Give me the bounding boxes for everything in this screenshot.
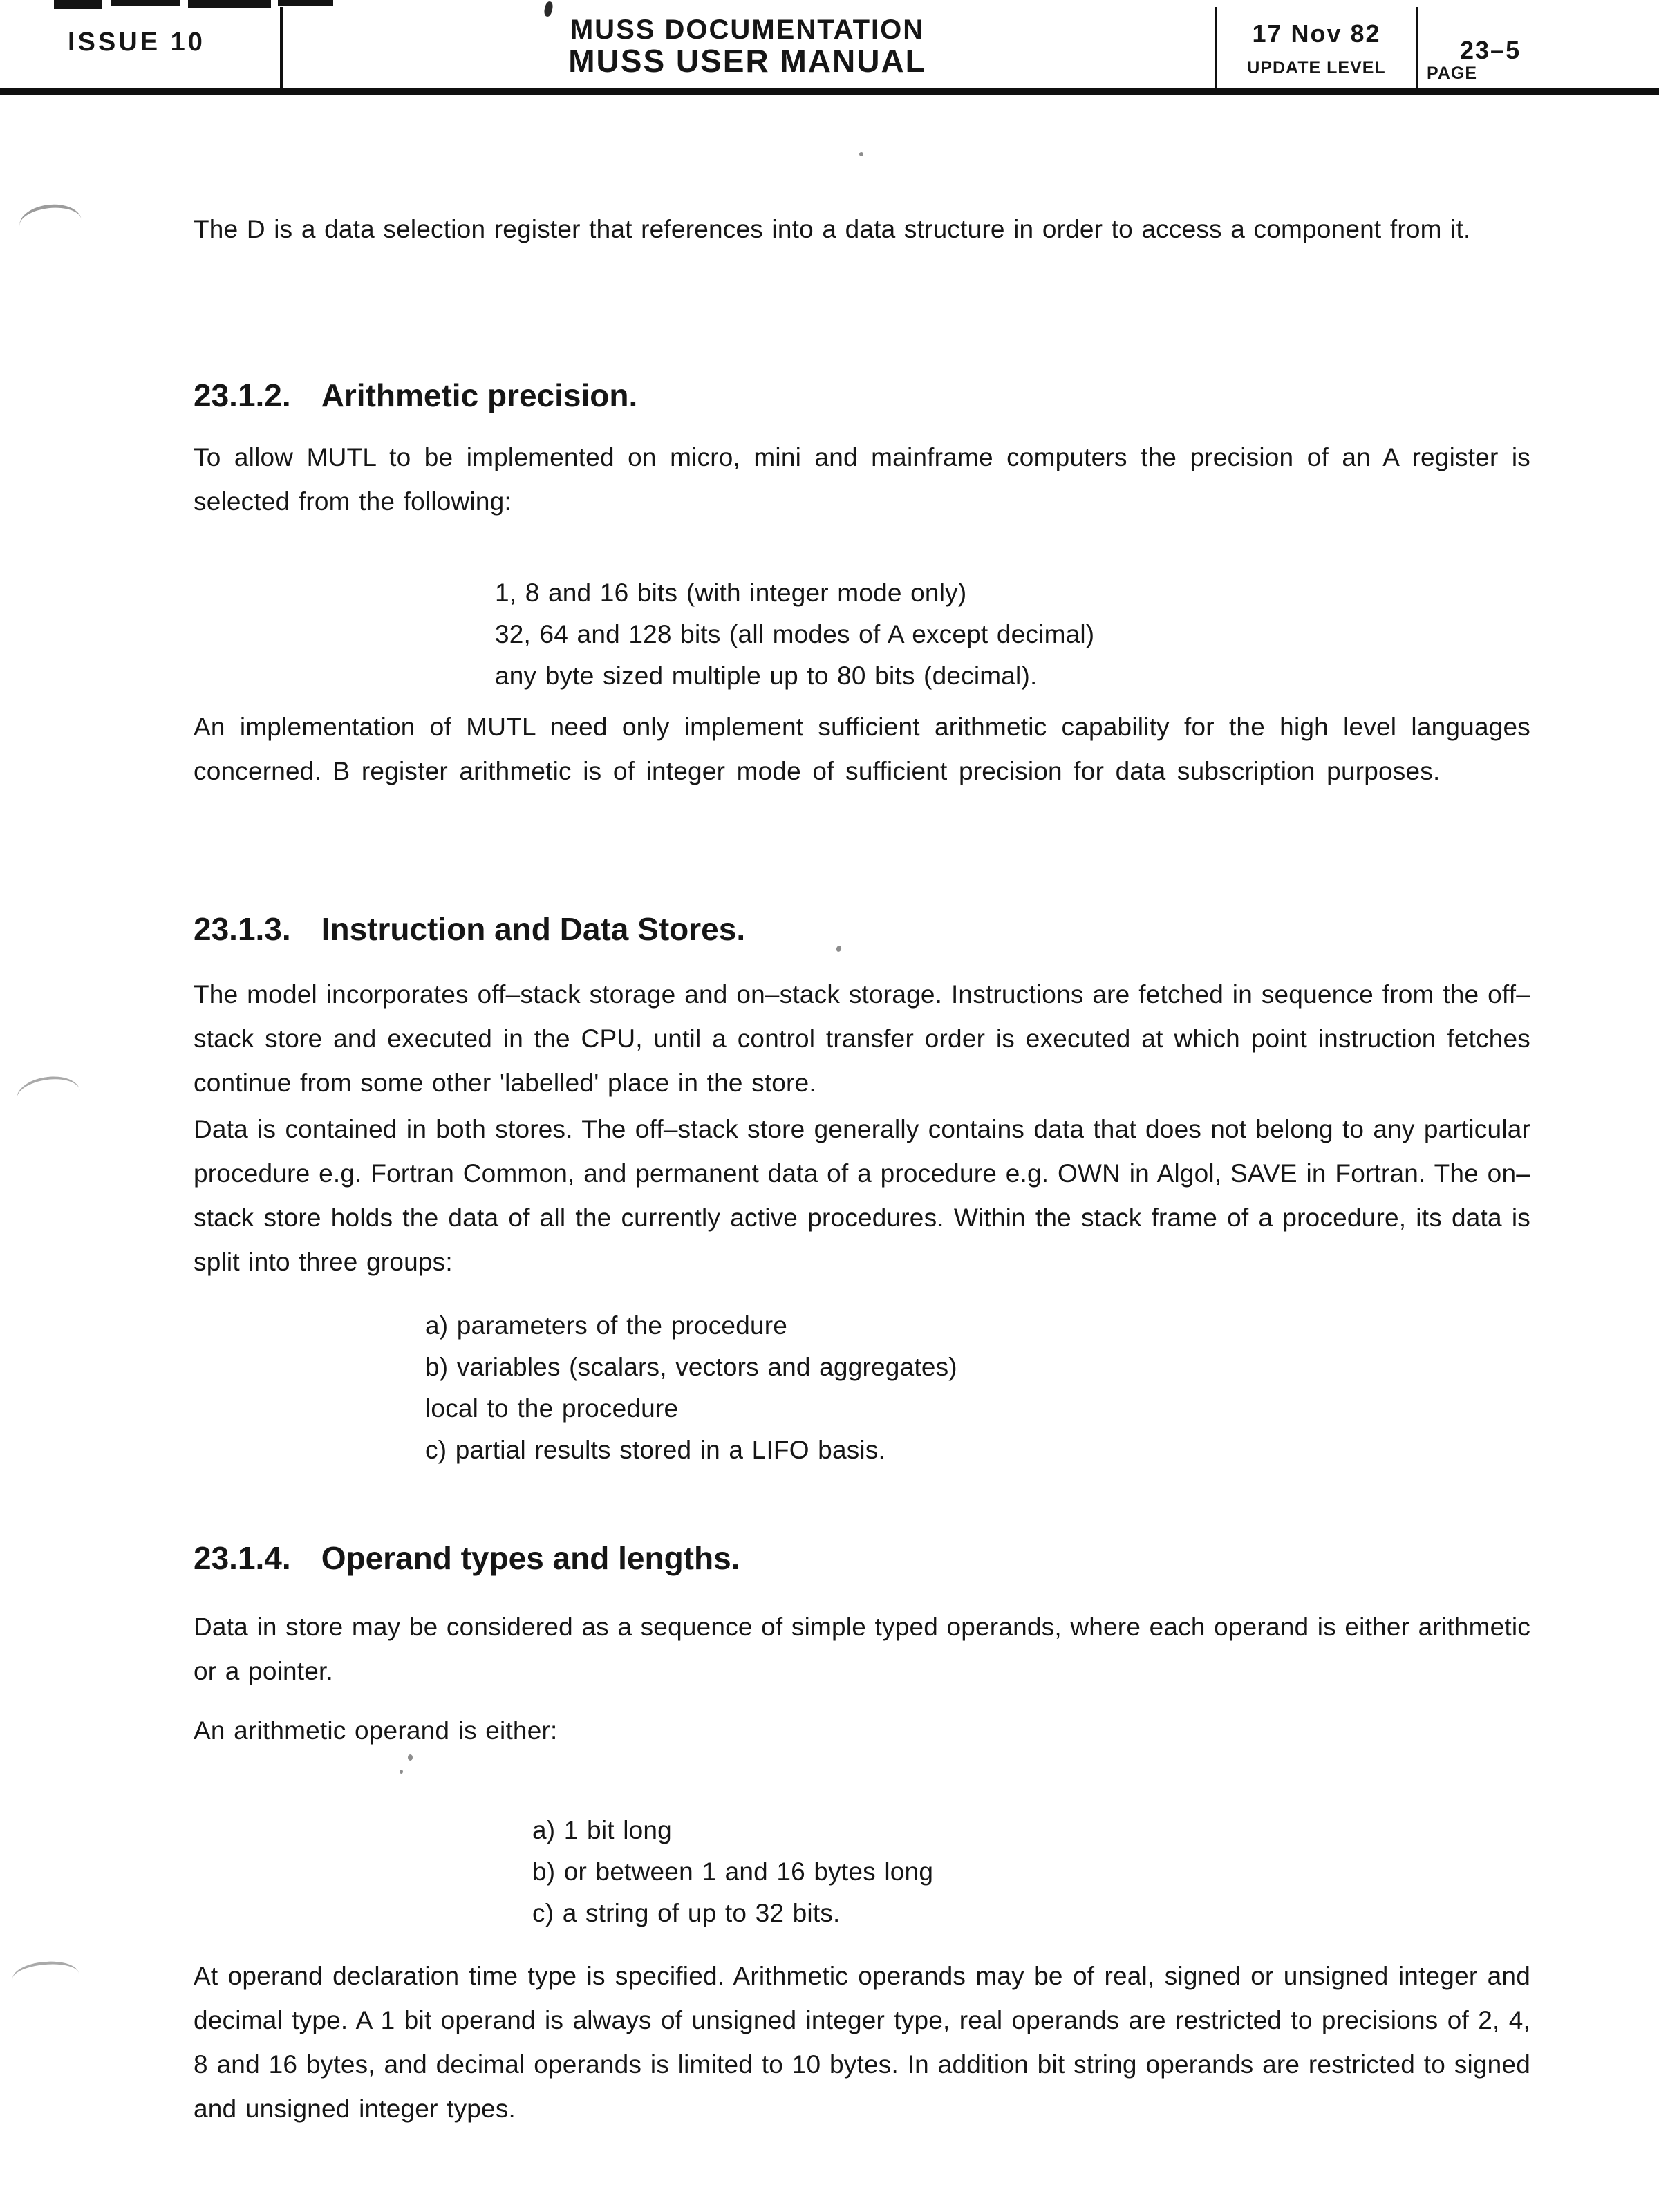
header-page-cell [1418, 0, 1659, 88]
list-item: c) a string of up to 32 bits. [532, 1899, 841, 1927]
paragraph: To allow MUTL to be implemented on micro, mini and mainframe computers the precision of an A register is selected from the following: [194, 443, 1530, 516]
doc-title-line1: MUSS DOCUMENTATION [570, 15, 925, 45]
list-item: b) variables (scalars, vectors and aggregates) [425, 1353, 957, 1381]
section-title: Instruction and Data Stores. [321, 911, 746, 947]
punch-hole-artifact-1 [17, 201, 83, 244]
paragraph: An arithmetic operand is either: [194, 1716, 558, 1745]
section-number: 23.1.2. [194, 377, 291, 413]
section-title: Operand types and lengths. [321, 1540, 740, 1576]
paragraph: An implementation of MUTL need only implement sufficient arithmetic capability for the high level languages concerned. B register arithmetic is of integer mode of sufficient precision for data subscription purposes. [194, 713, 1530, 785]
paragraph: Data in store may be considered as a sequence of simple typed operands, where each operand is either arithmetic or a pointer. [194, 1613, 1530, 1685]
doc-title-line2: MUSS USER MANUAL [568, 43, 926, 79]
stack-groups-list [425, 1305, 1524, 1471]
page-label: PAGE [1427, 64, 1477, 83]
list-item: local to the procedure [425, 1394, 679, 1423]
intro-paragraph: The D is a data selection register that references into a data structure in order to access a component from it. [194, 215, 1471, 243]
section-number: 23.1.4. [194, 1540, 291, 1576]
list-item: 1, 8 and 16 bits (with integer mode only) [495, 579, 967, 607]
list-item: 32, 64 and 128 bits (all modes of A except decimal) [495, 620, 1095, 648]
section-heading-23-1-2 [194, 377, 1530, 414]
paragraph: At operand declaration time type is specified. Arithmetic operands may be of real, signed or unsigned integer and decimal type. A 1 bit operand is always of unsigned integer type, real operands are restricted to precisions of 2, 4, 8 and 16 bytes, and decimal operands is limited to 10 bytes. In addition bit string operands are restricted to signed and unsigned integer types. [194, 1962, 1530, 2123]
page-number: 23–5 [1460, 36, 1521, 64]
header-update-cell [1217, 0, 1416, 88]
punch-hole-artifact-2 [15, 1073, 82, 1117]
list-item: b) or between 1 and 16 bytes long [532, 1857, 934, 1886]
scan-dot-3 [408, 1754, 413, 1761]
punch-hole-artifact-3 [11, 1959, 79, 1994]
section-number: 23.1.3. [194, 911, 291, 947]
update-level-label: UPDATE LEVEL [1247, 58, 1386, 77]
update-date: 17 Nov 82 [1252, 19, 1381, 48]
scan-dot-4 [400, 1770, 403, 1774]
section-heading-23-1-4 [194, 1539, 1530, 1577]
header-title-cell [280, 0, 1215, 88]
list-item: a) parameters of the procedure [425, 1311, 788, 1340]
list-item: any byte sized multiple up to 80 bits (decimal). [495, 662, 1038, 690]
paragraph: Data is contained in both stores. The off–stack store generally contains data that does not belong to any particular procedure e.g. Fortran Common, and permanent data of a procedure e.g. OWN in Algol, SAVE in Fortran. The on–stack store holds the data of all the currently active procedures. Within the stack frame of a procedure, its data is split into three groups: [194, 1115, 1530, 1276]
list-item: a) 1 bit long [532, 1816, 672, 1844]
section-title: Arithmetic precision. [321, 377, 638, 413]
page-header [0, 0, 1659, 95]
precision-list [495, 572, 1525, 697]
paragraph: The model incorporates off–stack storage and on–stack storage. Instructions are fetched in sequence from the off–stack store and executed in the CPU, until a control transfer order is executed at which point instruction fetches continue from some other 'labelled' place in the store. [194, 980, 1530, 1097]
list-item: c) partial results stored in a LIFO basis. [425, 1436, 886, 1464]
operand-list [532, 1810, 1528, 1934]
issue-label: ISSUE 10 [68, 28, 205, 57]
section-heading-23-1-3 [194, 910, 1530, 948]
scan-dot-1 [859, 152, 863, 156]
